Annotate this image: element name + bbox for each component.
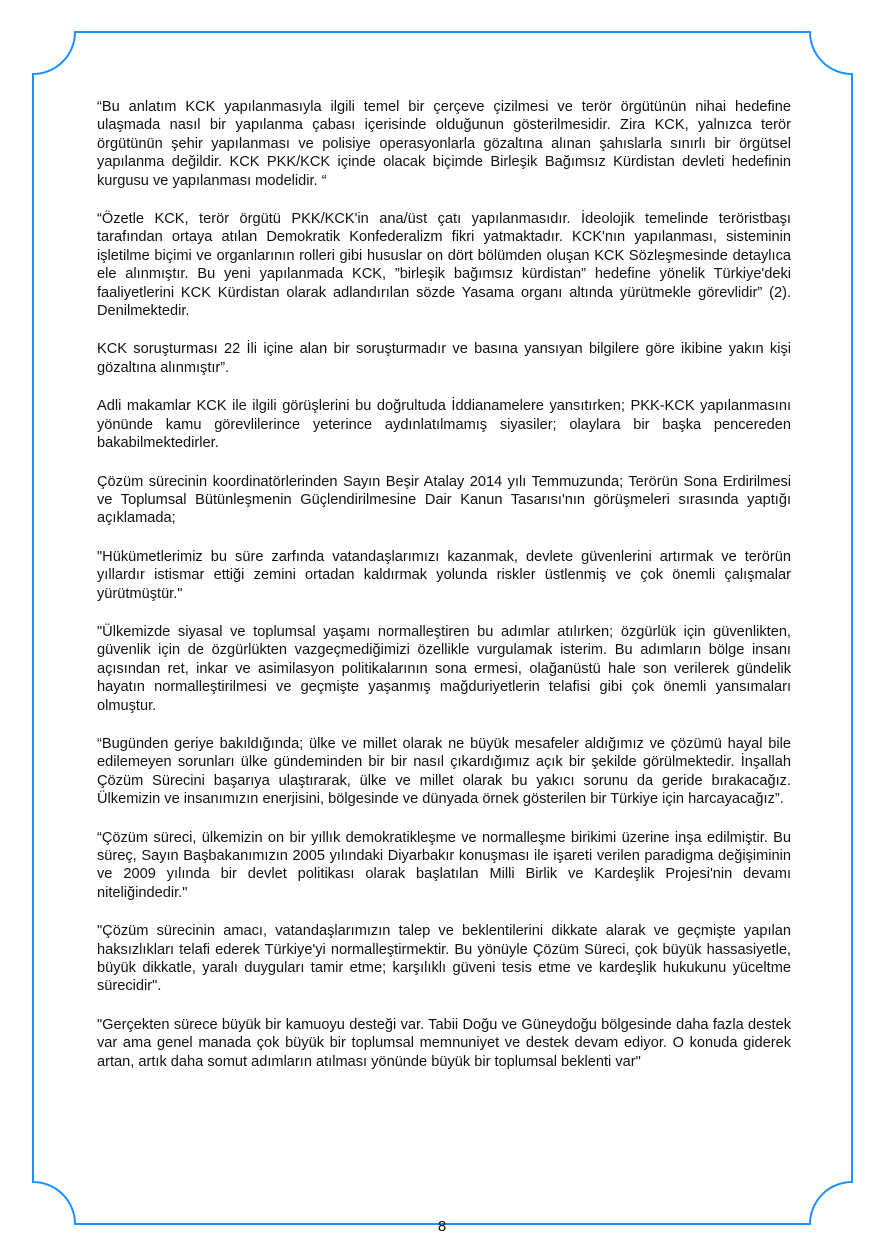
paragraph-7: "Ülkemizde siyasal ve toplumsal yaşamı normalleştiren bu adımlar atılırken; özgürlük için güvenlikten, güvenlik için de özgürlükten vazgeçmediğimizi özellikle vurgulamak isterim. Bu adımların bölge insanı açısından ret, inkar ve asimilasyon politikalarının sona ermesi, olağanüstü hale son verilerek gündelik hayatın normalleştirilmesi ve geçmişte yaşanmış mağduriyetlerin telafisi gibi çok önemli yansımaları olmuştur. — [97, 623, 791, 714]
paragraph-3: KCK soruşturması 22 İli içine alan bir soruşturmadır ve basına yansıyan bilgilere göre ikibine yakın kişi gözaltına alınmıştır”. — [97, 341, 791, 376]
paragraph-1: “Bu anlatım KCK yapılanmasıyla ilgili temel bir çerçeve çizilmesi ve terör örgütünün nihai hedefine ulaşmada nasıl bir yapılanma çabası içerisinde olduğunun gösterilmesidir. Zira KCK, yalnızca terör örgütünün şehir yapılanması ve polisiye operasyonlarla gözaltına alınan şahıslarla sınırlı bir örgütsel yapılanma değildir. KCK PKK/KCK içinde olacak biçimde Birleşik Bağımsız Kürdistan devleti hedefinin kurgusu ve yapılanması modelidir. “ — [97, 99, 791, 189]
paragraph-4: Adli makamlar KCK ile ilgili görüşlerini bu doğrultuda İddianamelere yansıtırken; PKK-KCK yapılanmasını yönünde kamu görevlilerince yeterince aydınlatılmamış siyasiler; olaylara bir başka pencereden bakabilmektedirler. — [97, 398, 791, 452]
paragraph-11: "Gerçekten sürece büyük bir kamuoyu desteği var. Tabii Doğu ve Güneydoğu bölgesinde daha fazla destek var ama genel manada çok büyük bir toplumsal memnuniyet ve destek devam ediyor. O konuda giderek artan, artık daha somut adımların atılması yönünde büyük bir toplumsal beklenti var" — [97, 1016, 791, 1070]
paragraph-8: “Bugünden geriye bakıldığında; ülke ve millet olarak ne büyük mesafeler aldığımız ve çözümü hayal bile edilemeyen sorunları ülke gündeminden bir bir nasıl çıkardığımız açık bir şekilde görülmektedir. İnşallah Çözüm Sürecini başarıya ulaştırarak, ülke ve millet olarak bu yakıcı sorunu da geride bırakacağız. Ülkemizin ve insanımızın enerjisini, bölgesinde ve dünyada örnek gösterilen bir Türkiye için harcayacağız”. — [97, 735, 791, 808]
paragraph-5: Çözüm sürecinin koordinatörlerinden Sayın Beşir Atalay 2014 yılı Temmuzunda; Terörün Sona Erdirilmesi ve Toplumsal Bütünleşmenin Güçlendirilmesine Dair Kanun Tasarısı'nın görüşmeleri sırasında yaptığı açıklamada; — [97, 473, 791, 527]
paragraph-10: "Çözüm sürecinin amacı, vatandaşlarımızın talep ve beklentilerini dikkate alarak ve geçmişte yapılan haksızlıkları telafi ederek Türkiye'yi normalleştirmektir. Bu yönüyle Çözüm Süreci, çok büyük hassasiyetle, büyük dikkatle, yaralı duyguları tamir etme; karşılıklı güveni tesis etme ve kardeşlik hukukunu yüceltme sürecidir". — [97, 923, 791, 995]
paragraph-2: “Özetle KCK, terör örgütü PKK/KCK'in ana/üst çatı yapılanmasıdır. İdeolojik temelinde teröristbaşı tarafından ortaya atılan Demokratik Konfederalizm fikri yatmaktadır. KCK'nın yapılanması, sisteminin işletilme biçimi ve organlarının rolleri gibi hususlar on dört bölümden oluşan KCK Sözleşmesinde detaylıca ele alınmıştır. Bu yeni yapılanmada KCK, ”birleşik bağımsız kürdistan” hedefine yönelik Türkiye'deki faaliyetlerini KCK Kürdistan olarak adlandırılan sözde Yasama organı altında yürütmekle görevlidir” (2). Denilmektedir. — [97, 211, 791, 320]
paragraph-9: “Çözüm süreci, ülkemizin on bir yıllık demokratikleşme ve normalleşme birikimi üzerine inşa edilmiştir. Bu süreç, Sayın Başbakanımızın 2005 yılındaki Diyarbakır konuşması ile işareti verilen paradigma değişiminin ve 2009 yılında bir devlet politikası olarak başlatılan Milli Birlik ve Kardeşlik Projesi'nin devamı niteliğindedir." — [97, 829, 791, 901]
page-number: 8 — [437, 1218, 447, 1235]
document-body — [97, 98, 791, 1091]
paragraph-6: "Hükümetlerimiz bu süre zarfında vatandaşlarımızı kazanmak, devlete güvenlerini artırmak ve terörün yıllardır istismar ettiği zemini ortadan kaldırmak yolunda riskler üstlenmiş ve çok önemli çalışmalar yürütmüştür." — [97, 548, 791, 602]
